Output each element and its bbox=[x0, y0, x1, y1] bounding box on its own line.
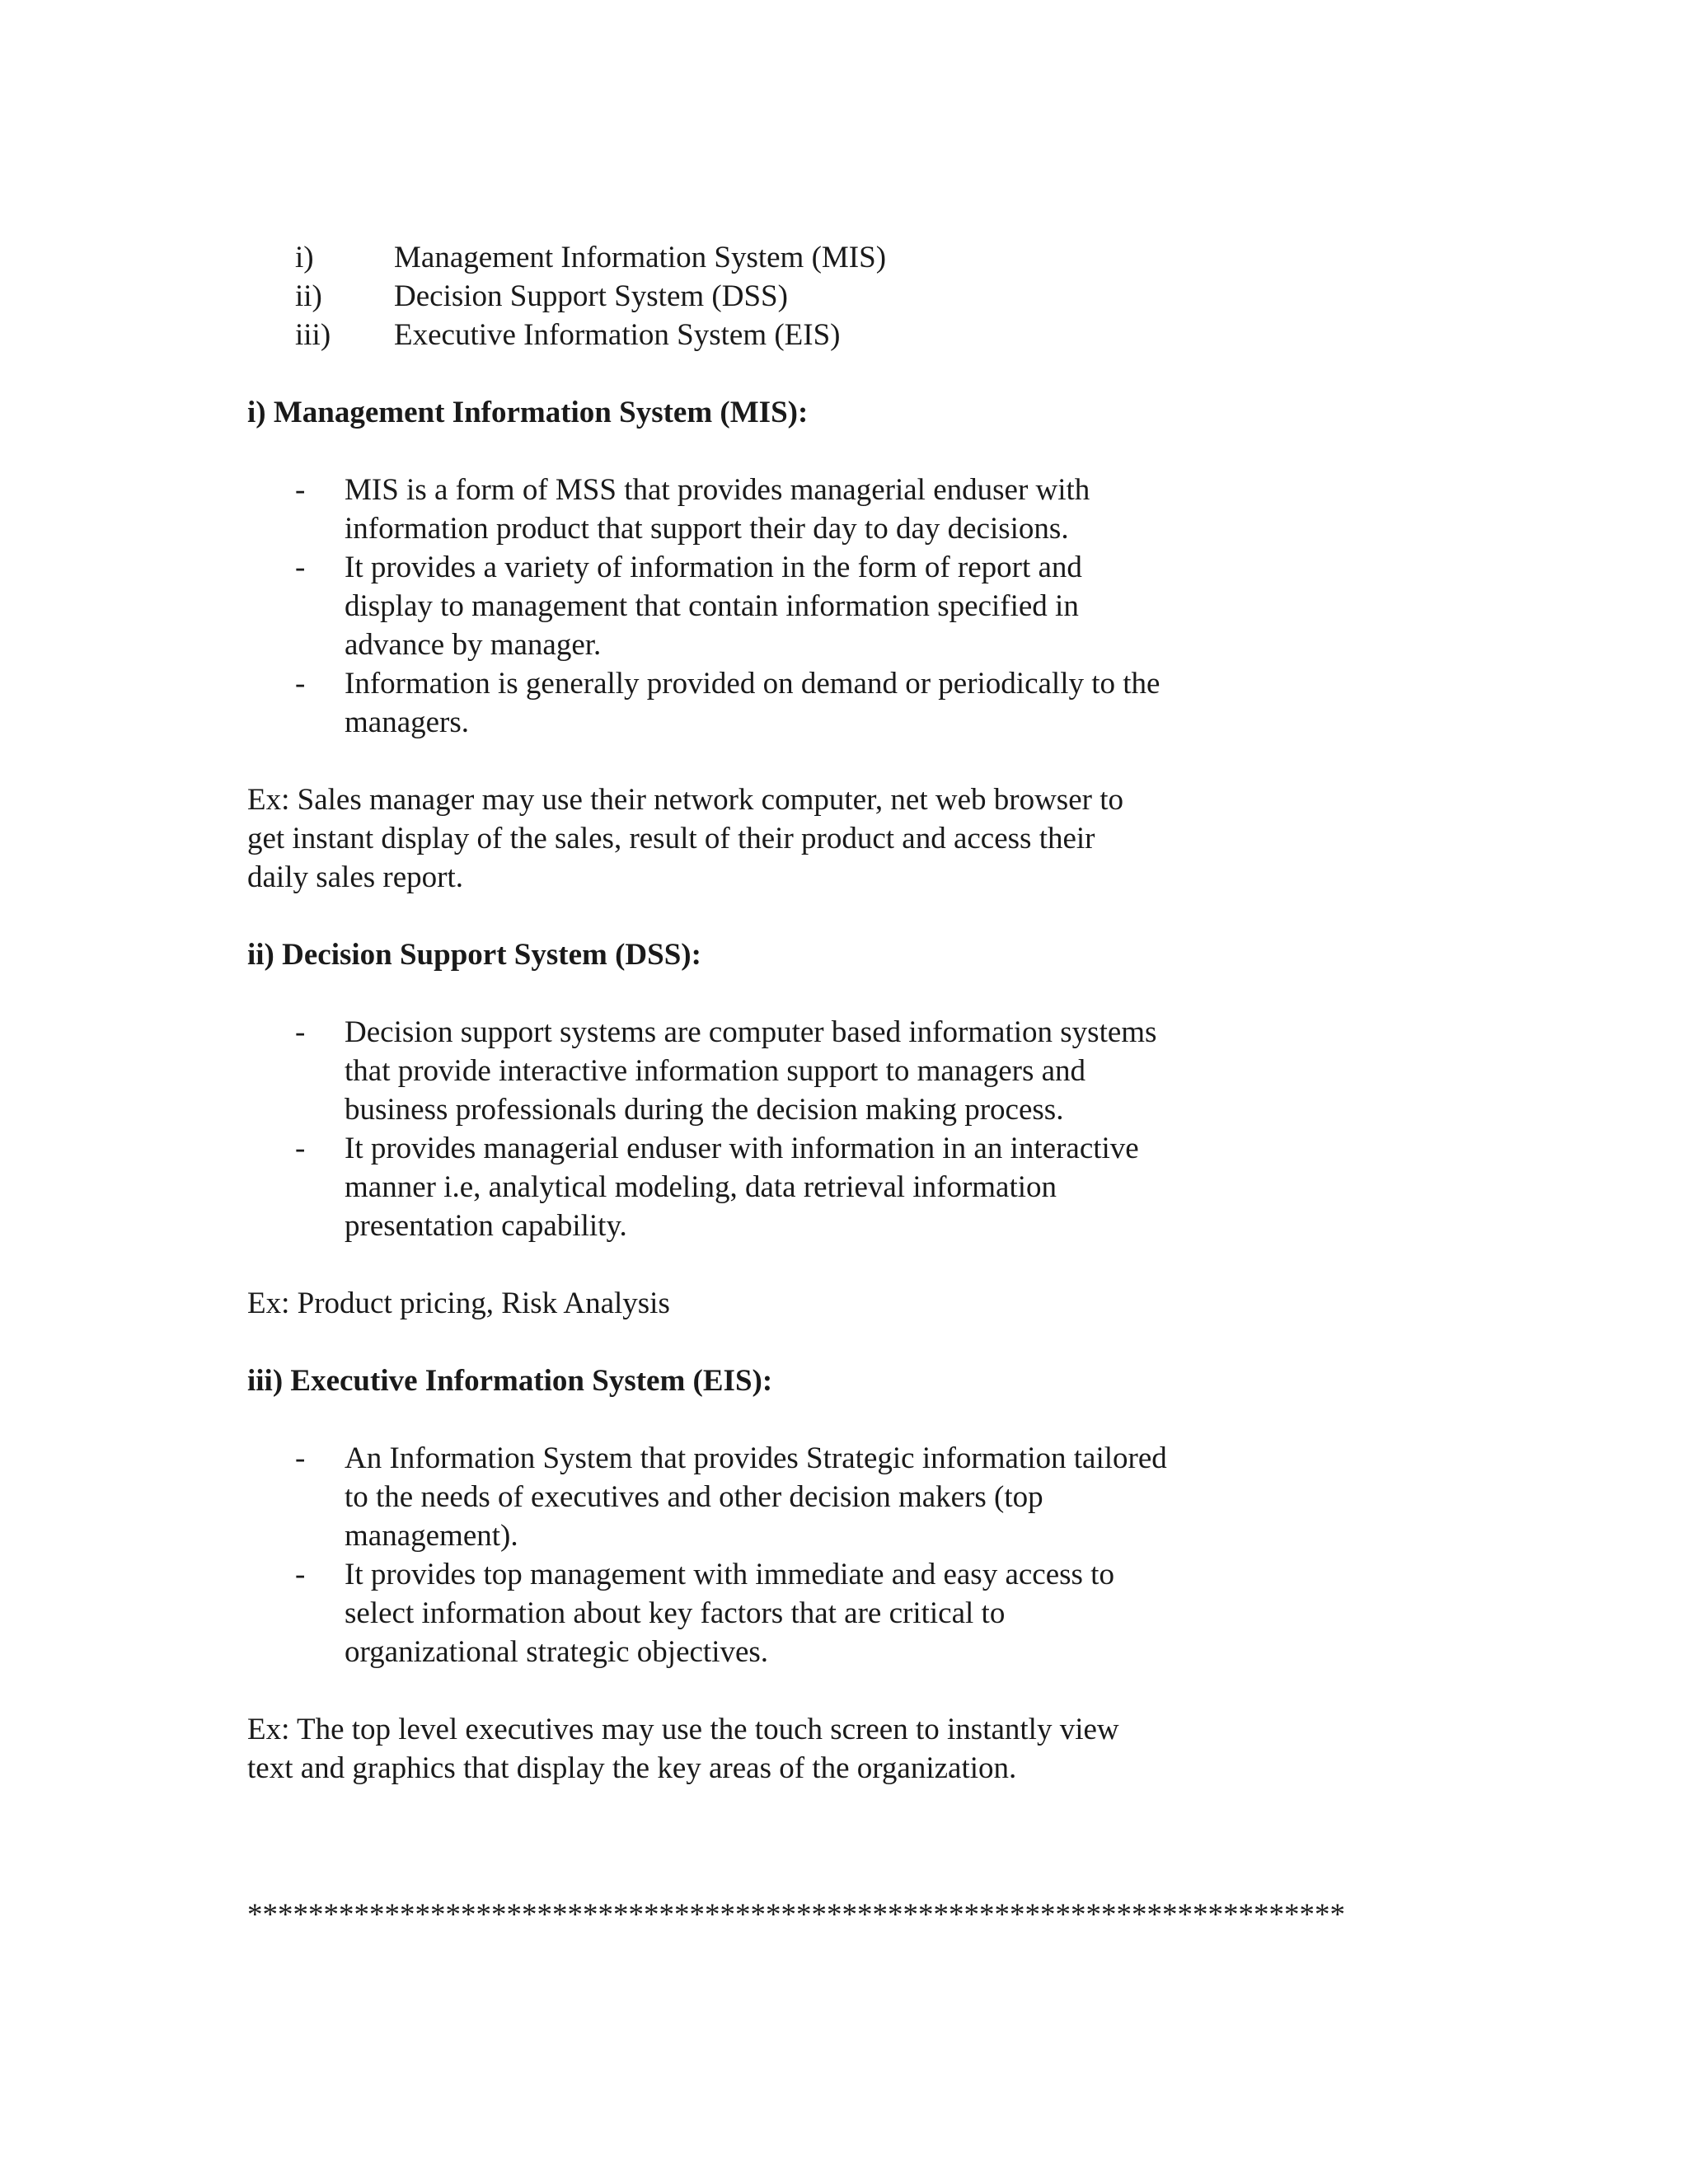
list-item bbox=[247, 277, 1533, 316]
bullet-item bbox=[247, 1439, 1482, 1555]
bullet-text: advance by manager. bbox=[345, 628, 602, 662]
list-item-text: Management Information System (MIS) bbox=[394, 241, 887, 274]
list-item bbox=[247, 238, 1533, 277]
bullet-text: Information is generally provided on demand or periodically to the bbox=[345, 667, 1160, 701]
bullet-item bbox=[247, 1013, 1482, 1129]
bullet-text: manner i.e, analytical modeling, data retrieval information bbox=[345, 1170, 1057, 1204]
bullet-list bbox=[247, 1013, 1533, 1245]
mis-section bbox=[247, 393, 1533, 897]
list-item-text: Decision Support System (DSS) bbox=[394, 279, 788, 313]
section-heading: i) Management Information System (MIS): bbox=[247, 396, 809, 429]
example-text: Ex: Product pricing, Risk Analysis bbox=[247, 1286, 670, 1320]
bullet-text: that provide interactive information support to managers and bbox=[345, 1054, 1086, 1088]
asterisk-separator: ************************************************************************ bbox=[247, 1898, 1345, 1932]
list-item-number: ii) bbox=[295, 279, 322, 313]
bullet-dash: - bbox=[295, 1441, 306, 1475]
bullet-item bbox=[247, 471, 1482, 548]
dss-section bbox=[247, 935, 1533, 1323]
bullet-text: presentation capability. bbox=[345, 1209, 627, 1243]
example-text: Ex: The top level executives may use the touch screen to instantly view bbox=[247, 1713, 1119, 1746]
bullet-text: MIS is a form of MSS that provides managerial enduser with bbox=[345, 473, 1090, 507]
system-types-list bbox=[247, 238, 1533, 354]
bullet-text: information product that support their day to day decisions. bbox=[345, 512, 1069, 546]
example-text: get instant display of the sales, result of their product and access their bbox=[247, 822, 1095, 855]
bullet-dash: - bbox=[295, 473, 306, 507]
bullet-item bbox=[247, 1129, 1482, 1245]
bullet-text: management). bbox=[345, 1519, 518, 1553]
list-item-text: Executive Information System (EIS) bbox=[394, 318, 841, 352]
bullet-text: select information about key factors that are critical to bbox=[345, 1596, 1006, 1630]
bullet-text: to the needs of executives and other decision makers (top bbox=[345, 1480, 1043, 1514]
bullet-text: An Information System that provides Strategic information tailored bbox=[345, 1441, 1167, 1475]
example-text: text and graphics that display the key areas of the organization. bbox=[247, 1751, 1017, 1785]
bullet-dash: - bbox=[295, 1015, 306, 1049]
bullet-text: display to management that contain information specified in bbox=[345, 589, 1079, 623]
bullet-text: It provides managerial enduser with information in an interactive bbox=[345, 1132, 1139, 1165]
bullet-text: business professionals during the decision making process. bbox=[345, 1093, 1064, 1127]
bullet-text: managers. bbox=[345, 705, 470, 739]
bullet-dash: - bbox=[295, 551, 306, 584]
eis-section bbox=[247, 1361, 1533, 1788]
bullet-list bbox=[247, 1439, 1533, 1671]
bullet-list bbox=[247, 471, 1533, 742]
list-item-number: iii) bbox=[295, 318, 331, 352]
bullet-item bbox=[247, 664, 1482, 742]
example-paragraph bbox=[247, 780, 1533, 897]
bullet-item bbox=[247, 548, 1482, 664]
bullet-dash: - bbox=[295, 1558, 306, 1591]
bullet-text: organizational strategic objectives. bbox=[345, 1635, 769, 1669]
bullet-text: Decision support systems are computer based information systems bbox=[345, 1015, 1157, 1049]
list-item-number: i) bbox=[295, 241, 314, 274]
bullet-item bbox=[247, 1555, 1482, 1671]
bullet-text: It provides top management with immediate and easy access to bbox=[345, 1558, 1114, 1591]
section-heading: ii) Decision Support System (DSS): bbox=[247, 938, 701, 972]
example-text: daily sales report. bbox=[247, 860, 463, 894]
bullet-text: It provides a variety of information in the form of report and bbox=[345, 551, 1082, 584]
example-paragraph bbox=[247, 1710, 1533, 1788]
list-item bbox=[247, 316, 1533, 354]
example-paragraph bbox=[247, 1284, 1533, 1323]
example-text: Ex: Sales manager may use their network computer, net web browser to bbox=[247, 783, 1123, 817]
section-heading: iii) Executive Information System (EIS): bbox=[247, 1364, 773, 1398]
bullet-dash: - bbox=[295, 1132, 306, 1165]
bullet-dash: - bbox=[295, 667, 306, 701]
